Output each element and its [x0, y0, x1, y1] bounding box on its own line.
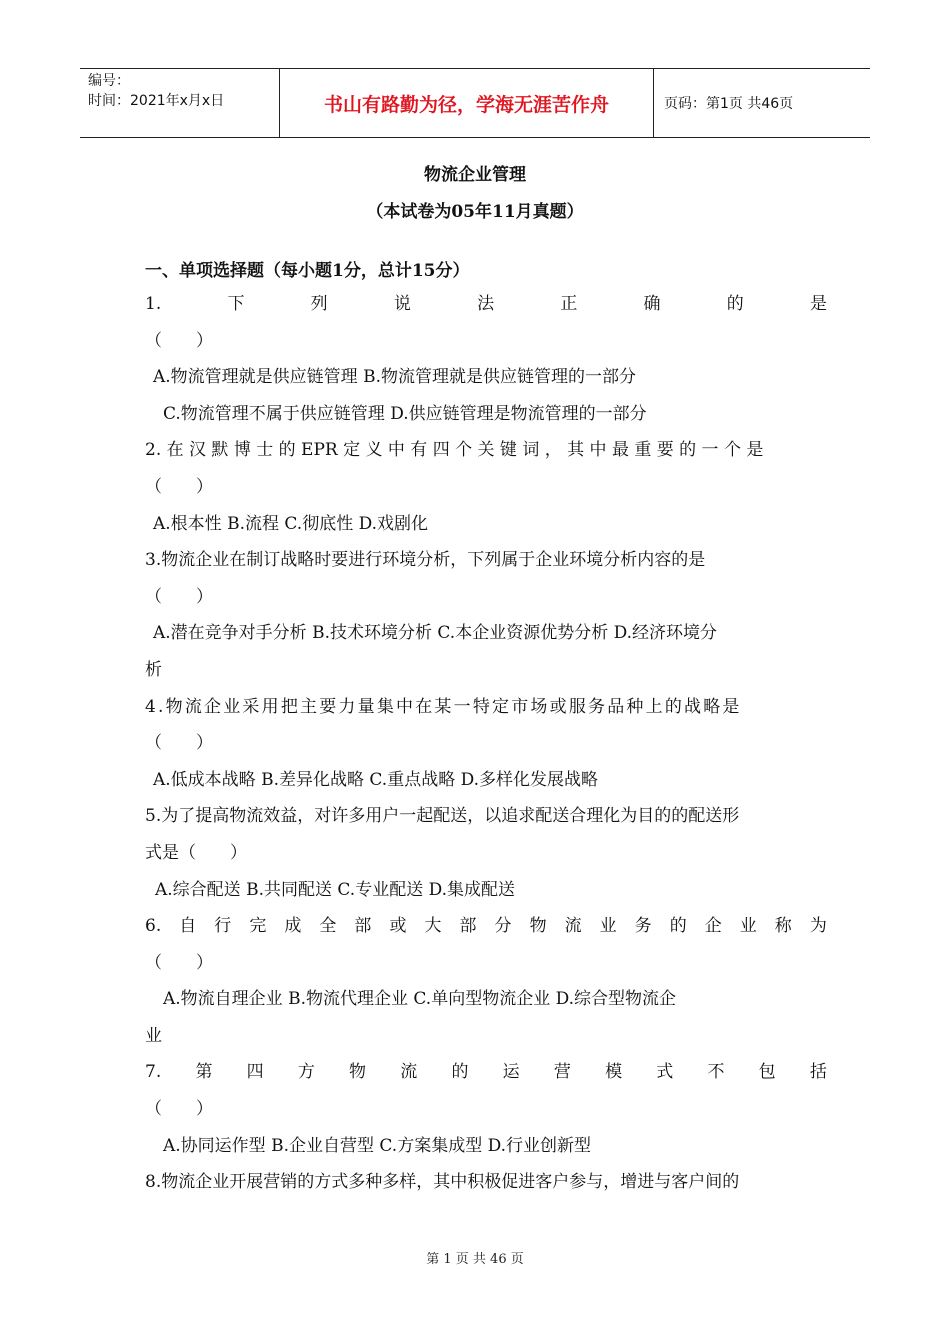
- q3-blank: （ ）: [145, 586, 213, 607]
- q5-options: A.综合配送 B.共同配送 C.专业配送 D.集成配送: [155, 879, 516, 900]
- q7-blank: （ ）: [145, 1099, 213, 1120]
- q7-stem: 7. 第 四 方 物 流 的 运 营 模 式 不 包 括: [145, 1062, 827, 1083]
- motto-cell: [280, 69, 654, 137]
- page-footer: 第 1 页 共 46 页: [426, 1252, 524, 1267]
- q6-options: A.物流自理企业 B.物流代理企业 C.单向型物流企业 D.综合型物流企: [163, 989, 677, 1010]
- q7-options: A.协同运作型 B.企业自营型 C.方案集成型 D.行业创新型: [163, 1135, 592, 1156]
- question-list: [145, 286, 827, 1201]
- q3-options: A.潜在竞争对手分析 B.技术环境分析 C.本企业资源优势分析 D.经济环境分: [153, 623, 718, 644]
- q2-options: A.根本性 B.流程 C.彻底性 D.戏剧化: [153, 513, 429, 534]
- q5-stem-cont: 式是（ ）: [145, 842, 247, 863]
- header-meta-cell: [80, 69, 280, 137]
- number-label: 编号：: [88, 73, 130, 89]
- q1-stem: 1. 下 列 说 法 正 确 的 是: [145, 294, 827, 314]
- q4-stem: 4.物流企业采用把主要力量集中在某一特定市场或服务品种上的战略是: [145, 696, 742, 717]
- q2-stem: 2. 在 汉 默 博 士 的 EPR 定 义 中 有 四 个 关 键 词 ， 其 中 最 重 要 的 一 个 是: [145, 440, 764, 461]
- q1-options-line2: C.物流管理不属于供应链管理 D.供应链管理是物流管理的一部分: [163, 403, 647, 424]
- motto-text: 书山有路勤为径，学海无涯苦作舟: [323, 93, 609, 116]
- q1-blank: （ ）: [145, 330, 213, 351]
- q3-stem: 3.物流企业在制订战略时要进行环境分析，下列属于企业环境分析内容的是: [145, 550, 706, 571]
- q1-options-line1: A.物流管理就是供应链管理 B.物流管理就是供应链管理的一部分: [153, 367, 636, 388]
- page-info-cell: [654, 69, 870, 137]
- time-label: 时间：2021年x月x日: [88, 93, 225, 109]
- header-table: [80, 68, 870, 138]
- q4-options: A.低成本战略 B.差异化战略 C.重点战略 D.多样化发展战略: [153, 769, 599, 790]
- q4-blank: （ ）: [145, 733, 213, 754]
- q5-stem: 5.为了提高物流效益，对许多用户一起配送，以追求配送合理化为目的的配送形: [145, 806, 740, 827]
- q8-stem: 8.物流企业开展营销的方式多种多样，其中积极促进客户参与，增进与客户间的: [145, 1172, 740, 1193]
- q6-options-cont: 业: [145, 1025, 162, 1046]
- doc-title: 物流企业管理: [424, 165, 526, 185]
- doc-subtitle: （本试卷为05年11月真题）: [366, 202, 584, 222]
- page-info-text: 页码：第1页 共46页: [664, 96, 794, 112]
- q3-options-cont: 析: [145, 659, 162, 680]
- q6-blank: （ ）: [145, 952, 213, 973]
- q2-blank: （ ）: [145, 476, 213, 497]
- q6-stem: 6. 自 行 完 成 全 部 或 大 部 分 物 流 业 务 的 企 业 称 为: [145, 916, 827, 937]
- section-title: 一、单项选择题（每小题1分，总计15分）: [145, 261, 470, 281]
